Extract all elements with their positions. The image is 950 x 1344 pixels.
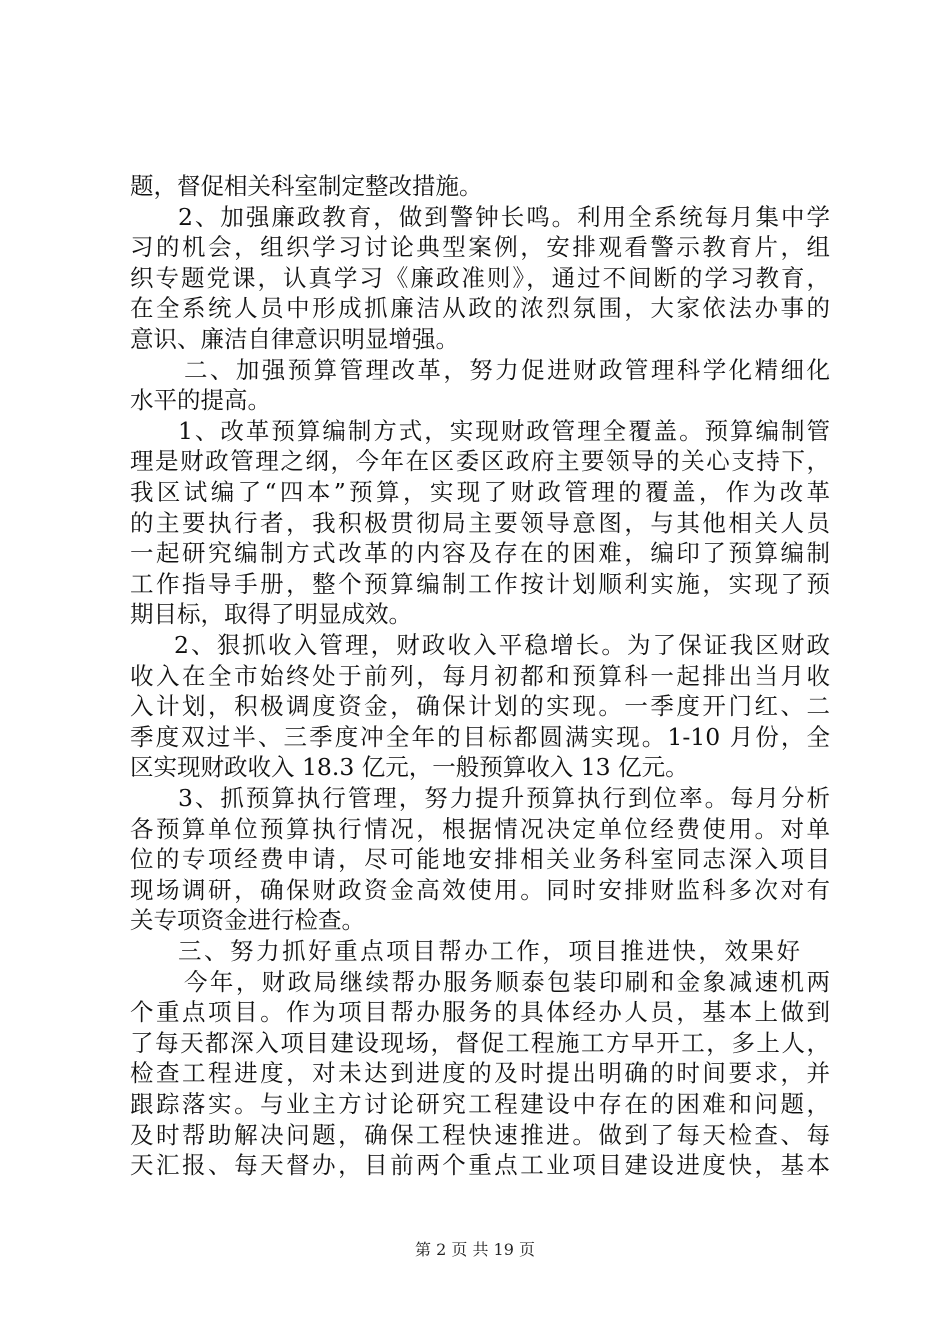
text-line: 现场调研，确保财政资金高效使用。同时安排财监科多次对有	[130, 875, 830, 904]
text-line: 习的机会，组织学习讨论典型案例，安排观看警示教育片，组	[130, 233, 830, 262]
text-line: 各预算单位预算执行情况，根据情况决定单位经费使用。对单	[130, 814, 830, 843]
text-line: 季度双过半、三季度冲全年的目标都圆满实现。1-10 月份，全	[130, 722, 830, 751]
text-line: 天汇报、每天督办，目前两个重点工业项目建设进度快，基本	[130, 1151, 830, 1180]
section-heading-line: 水平的提高。	[130, 386, 271, 415]
text-line: 1、改革预算编制方式，实现财政管理全覆盖。预算编制管	[178, 416, 830, 445]
text-line: 意识、廉洁自律意识明显增强。	[130, 325, 459, 353]
text-line: 期目标，取得了明显成效。	[130, 600, 412, 629]
text-line: 及时帮助解决问题，确保工程快速推进。做到了每天检查、每	[130, 1120, 830, 1149]
text-line: 了每天都深入项目建设现场，督促工程施工方早开工，多上人，	[130, 1028, 830, 1057]
text-line: 入计划，积极调度资金，确保计划的实现。一季度开门红、二	[130, 692, 830, 721]
text-line: 我区试编了“四本”预算，实现了财政管理的覆盖，作为改革	[130, 478, 830, 506]
text-line: 在全系统人员中形成抓廉洁从政的浓烈氛围，大家依法办事的	[130, 294, 830, 323]
text-line: 织专题党课，认真学习《廉政准则》，通过不间断的学习教育，	[130, 263, 830, 292]
text-line: 2、加强廉政教育，做到警钟长鸣。利用全系统每月集中学	[178, 202, 830, 231]
text-line: 题，督促相关科室制定整改措施。	[130, 172, 483, 200]
text-line: 收入在全市始终处于前列，每月初都和预算科一起排出当月收	[130, 661, 830, 690]
text-line: 位的专项经费申请，尽可能地安排相关业务科室同志深入项目	[130, 845, 830, 874]
text-line: 跟踪落实。与业主方讨论研究工程建设中存在的困难和问题，	[130, 1090, 830, 1118]
text-line: 今年，财政局继续帮办服务顺泰包装印刷和金象减速机两	[184, 967, 830, 996]
section-heading-line: 三、努力抓好重点项目帮办工作，项目推进快，效果好	[178, 937, 800, 965]
text-line: 个重点项目。作为项目帮办服务的具体经办人员，基本上做到	[130, 998, 830, 1027]
text-line: 区实现财政收入 18.3 亿元，一般预算收入 13 亿元。	[130, 753, 689, 782]
text-line: 工作指导手册，整个预算编制工作按计划顺利实施，实现了预	[130, 569, 830, 598]
text-line: 检查工程进度，对未达到进度的及时提出明确的时间要求，并	[130, 1059, 830, 1088]
text-line: 理是财政管理之纲，今年在区委区政府主要领导的关心支持下，	[130, 447, 830, 476]
text-line: 2、狠抓收入管理，财政收入平稳增长。为了保证我区财政	[174, 631, 830, 659]
section-heading-line: 二、加强预算管理改革，努力促进财政管理科学化精细化	[184, 355, 830, 384]
text-line: 3、抓预算执行管理，努力提升预算执行到位率。每月分析	[178, 784, 830, 812]
page-number-footer: 第 2 页 共 19 页	[415, 1240, 535, 1259]
text-line: 一起研究编制方式改革的内容及存在的困难，编印了预算编制	[130, 539, 830, 568]
text-line: 关专项资金进行检查。	[130, 906, 365, 935]
text-line: 的主要执行者，我积极贯彻局主要领导意图，与其他相关人员	[130, 508, 830, 537]
